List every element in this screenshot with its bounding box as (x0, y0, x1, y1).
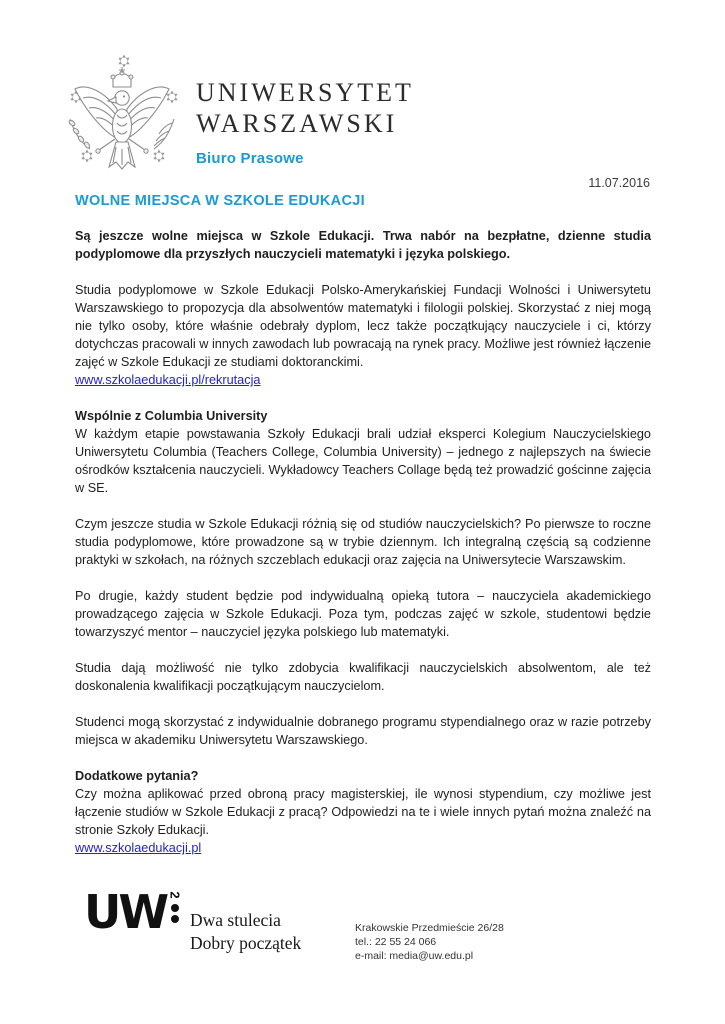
paragraph-qualifications: Studia dają możliwość nie tylko zdobycia kwalifikacji nauczycielskich absolwentom, ale też doskonalenia kwalifikacji początkującym nauczycielom. (75, 661, 651, 693)
bicentennial-tagline (190, 909, 301, 955)
contact-address (355, 921, 504, 963)
link-rekrutacja[interactable]: www.szkolaedukacji.pl/rekrutacja (75, 373, 261, 387)
footer (0, 883, 725, 1003)
uw-logo-200-column (168, 889, 184, 933)
address-email: e-mail: media@uw.edu.pl (355, 950, 474, 962)
uw-eagle-crest-icon (62, 53, 182, 185)
tagline-line1: Dwa stulecia (190, 910, 281, 930)
paragraph-text: Studia podyplomowe w Szkole Edukacji Polsko-Amerykańskiej Fundacji Wolności i Uniwersytetu Warszawskiego to propozycja dla absolwentów matematyki i filologii polskiej. Skorzystać z niej mogą nie tylko osoby, które właśnie odebrały dyplom, lecz także początkujący nauczyciele i ci, którzy dotychczas pracowali w innych zawodach lub powracają na rynek pracy. Możliwe jest również łączenie zajęć w Szkole Edukacji ze studiami doktoranckimi. (75, 283, 651, 369)
uw-200-logo-icon (84, 885, 184, 939)
uw-logo-dot (171, 915, 179, 923)
paragraph-block (75, 281, 651, 389)
uw-logo-digit: 2 (168, 891, 184, 899)
tagline-line2: Dobry początek (190, 933, 302, 953)
university-name-line2: WARSZAWSKI (196, 109, 398, 138)
article-title: WOLNE MIEJSCA W SZKOLE EDUKACJI (75, 193, 365, 209)
paragraph-stipend: Studenci mogą skorzystać z indywidualnie dobranego programu stypendialnego oraz w razie potrzeby miejsca w akademiku Uniwersytetu Warszawskiego. (75, 715, 651, 747)
uw-logo-dot (171, 904, 179, 912)
article-body (75, 227, 651, 857)
university-wordmark (196, 77, 414, 139)
paragraph-block (75, 785, 651, 857)
lead-paragraph: Są jeszcze wolne miejsca w Szkole Edukacji. Trwa nabór na bezpłatne, dzienne studia podyplomowe dla przyszłych nauczycieli matematyki i języka polskiego. (75, 229, 651, 261)
paragraph-differences: Czym jeszcze studia w Szkole Edukacji różnią się od studiów nauczycielskich? Po pierwsze to roczne studia podyplomowe, które prowadzone są w trybie dziennym. Ich integralną częścią są codzienne praktyki w szkołach, na różnych szczeblach edukacji oraz zajęcia na Uniwersytecie Warszawskim. (75, 517, 651, 567)
header-text-block (196, 53, 414, 185)
paragraph-text: Czy można aplikować przed obroną pracy magisterskiej, ile wynosi stypendium, czy możliwe jest łączenie studiów w Szkole Edukacji z pracą? Odpowiedzi na te i wiele innych pytań można znaleźć na stronie Szkoły Edukacji. (75, 787, 651, 837)
university-name-line1: UNIWERSYTET (196, 78, 414, 107)
subheading-columbia: Wspólnie z Columbia University (75, 409, 268, 423)
address-street: Krakowskie Przedmieście 26/28 (355, 922, 504, 934)
header (0, 0, 725, 185)
paragraph-tutor: Po drugie, każdy student będzie pod indywidualną opieką tutora – nauczyciela akademickiego prowadzącego zajęcia w Szkole Edukacji. Poza tym, podczas zajęć w szkole, studentowi będzie towarzyszyć mentor – nauczyciel języka polskiego lub matematyki. (75, 589, 651, 639)
press-office-label: Biuro Prasowe (196, 150, 304, 167)
paragraph-columbia: W każdym etapie powstawania Szkoły Edukacji brali udział eksperci Kolegium Nauczycielskiego Uniwersytetu Columbia (Teachers College, Columbia University) – jednego z najlepszych na świecie ośrodków kształcenia nauczycieli. Wykładowcy Teachers Collage będą też prowadzić gościnne zajęcia w SE. (75, 427, 651, 495)
uw-logo-letters: UW (84, 885, 167, 939)
subheading-questions: Dodatkowe pytania? (75, 769, 199, 783)
date: 11.07.2016 (588, 176, 650, 190)
address-phone: tel.: 22 55 24 066 (355, 936, 437, 948)
link-main-site[interactable]: www.szkolaedukacji.pl (75, 841, 202, 855)
